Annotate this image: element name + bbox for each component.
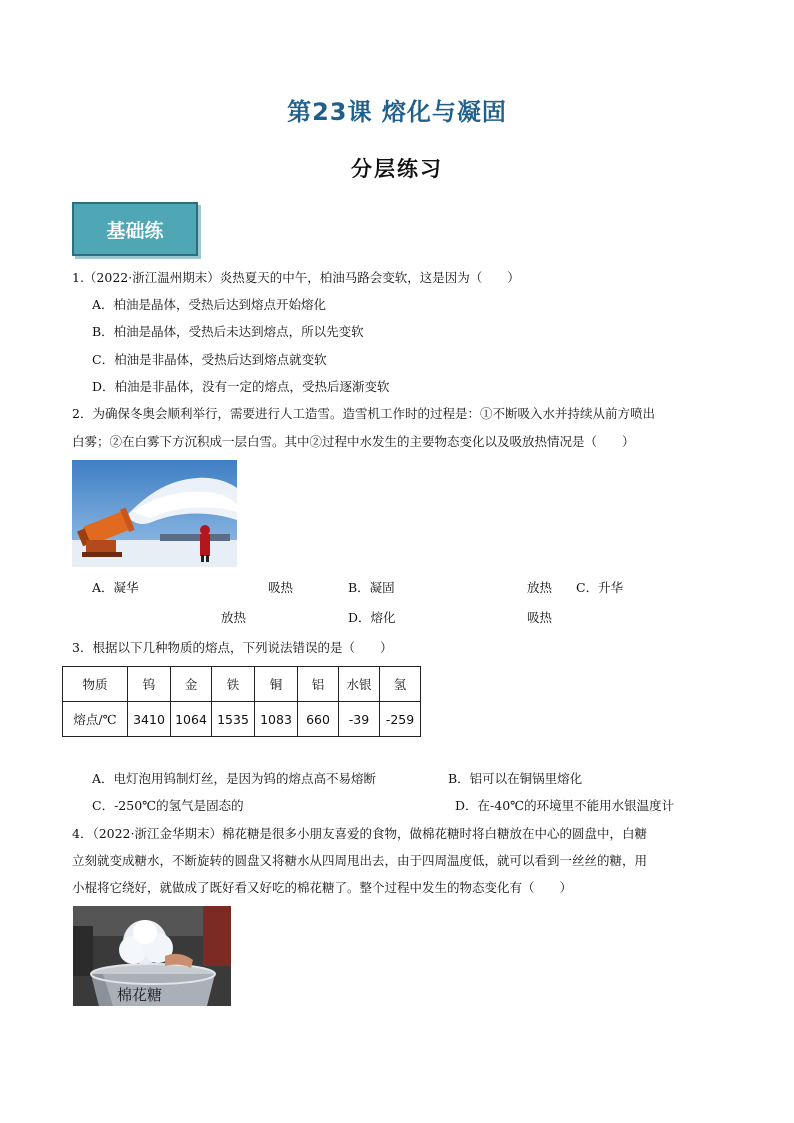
question-1-option-c: C．柏油是非晶体，受热后达到熔点就变软 (92, 352, 327, 367)
table-header-row (63, 667, 421, 702)
question-4-line-3: 小棍将它绕好，就做成了既好看又好吃的棉花糖了。整个过程中发生的物态变化有（ ） (72, 880, 573, 895)
question-4-line-2: 立刻就变成糖水，不断旋转的圆盘又将糖水从四周甩出去，由于四周温度低，就可以看到一丝丝的糖，用 (72, 853, 648, 868)
question-1-stem: 1.（2022·浙江温州期末）炎热夏天的中午，柏油马路会变软，这是因为（ ） (72, 270, 520, 285)
table-header-cell: 物质 (63, 667, 128, 702)
snow-machine-photo (72, 460, 237, 567)
question-2-option-b: B．凝固 (348, 580, 395, 595)
snow-machine-illustration (72, 460, 237, 567)
table-header-cell: 氢 (380, 667, 421, 702)
table-header-cell: 铝 (298, 667, 339, 702)
table-cell: 1083 (255, 702, 298, 737)
table-cell: 1064 (171, 702, 212, 737)
question-2-option-d: D．熔化 (348, 610, 396, 625)
question-3-stem: 3．根据以下几种物质的熔点，下列说法错误的是（ ） (72, 640, 393, 655)
table-cell: 660 (298, 702, 339, 737)
table-cell: -259 (380, 702, 421, 737)
question-2-option-a-heat: 吸热 (268, 580, 294, 595)
question-2-option-b-heat: 放热 (527, 580, 553, 595)
question-3-option-c: C．-250℃的氢气是固态的 (92, 798, 244, 813)
page-subtitle: 分层练习 (351, 157, 443, 181)
question-3-option-d: D．在-40℃的环境里不能用水银温度计 (455, 798, 675, 813)
table-header-cell: 水银 (339, 667, 380, 702)
table-header-cell: 铁 (212, 667, 255, 702)
question-2-option-a: A．凝华 (92, 580, 139, 595)
question-3-option-b: B．铝可以在铜锅里熔化 (448, 771, 583, 786)
cotton-candy-illustration (73, 906, 231, 1006)
question-3-option-a: A．电灯泡用钨制灯丝，是因为钨的熔点高不易熔断 (92, 771, 377, 786)
question-4-line-1: 4．（2022·浙江金华期末）棉花糖是很多小朋友喜爱的食物，做棉花糖时将白糖放在中心的圆盘中，白糖 (72, 826, 647, 841)
table-cell: 3410 (128, 702, 171, 737)
question-2-option-d-heat: 吸热 (527, 610, 553, 625)
table-header-cell: 铜 (255, 667, 298, 702)
table-header-cell: 金 (171, 667, 212, 702)
question-2-option-c-heat: 放热 (221, 610, 247, 625)
level-badge (72, 202, 198, 256)
table-cell: -39 (339, 702, 380, 737)
question-1-option-d: D．柏油是非晶体，没有一定的熔点，受热后逐渐变软 (92, 379, 390, 394)
table-cell: 1535 (212, 702, 255, 737)
page-title: 第23课 熔化与凝固 (287, 98, 507, 126)
question-2-stem-line-2: 白雾；②在白雾下方沉积成一层白雪。其中②过程中水发生的主要物态变化以及吸放热情况是（ ） (72, 434, 635, 449)
question-1-option-b: B．柏油是晶体，受热后未达到熔点，所以先变软 (92, 324, 364, 339)
table-row (63, 702, 421, 737)
candy-label: 棉花糖 (117, 986, 163, 1004)
melting-point-table (62, 666, 421, 737)
question-1-option-a: A．柏油是晶体，受热后达到熔点开始熔化 (92, 297, 327, 312)
question-2-option-c: C．升华 (576, 580, 624, 595)
level-badge-label: 基础练 (106, 219, 164, 242)
question-2-stem-line-1: 2．为确保冬奥会顺利举行，需要进行人工造雪。造雪机工作时的过程是：①不断吸入水并持续从前方喷出 (72, 406, 655, 421)
table-row-label: 熔点/℃ (63, 702, 128, 737)
cotton-candy-photo (73, 906, 231, 1006)
table-header-cell: 钨 (128, 667, 171, 702)
